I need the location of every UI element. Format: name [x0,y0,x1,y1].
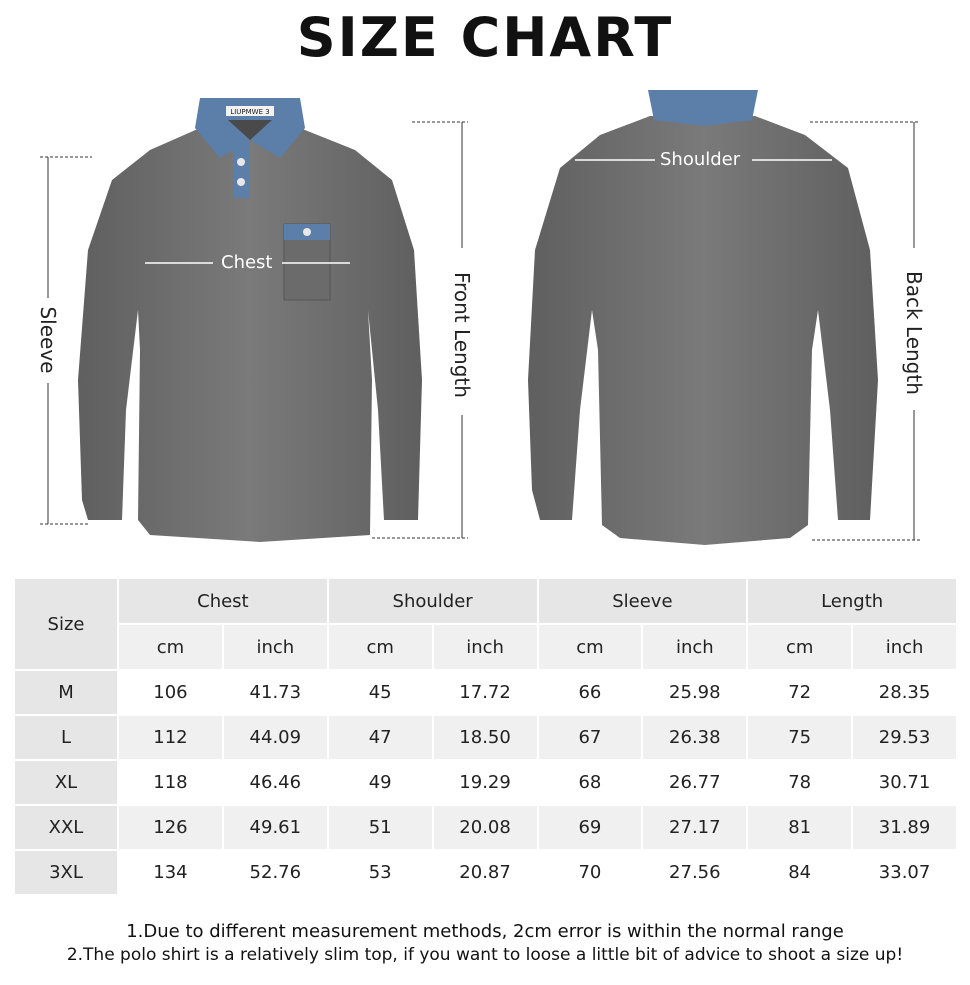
table-cell: 33.07 [852,850,957,895]
table-cell: 53 [328,850,433,895]
shirt-figure [0,80,970,560]
group-header-shoulder: Shoulder [328,578,538,624]
table-cell: 44.09 [223,715,328,760]
table-cell: 75 [747,715,852,760]
table-cell: 84 [747,850,852,895]
table-cell: 26.38 [642,715,747,760]
size-cell: M [14,670,118,715]
table-cell: 17.72 [433,670,538,715]
table-cell: 18.50 [433,715,538,760]
unit-header: inch [852,624,957,670]
note-2: 2.The polo shirt is a relatively slim top, if you want to loose a little bit of advice to shoot a size up! [66,945,904,965]
group-header-row [14,578,957,624]
table-cell: 49 [328,760,433,805]
table-cell: 41.73 [223,670,328,715]
table-cell: 66 [538,670,643,715]
button-icon [237,158,245,166]
brand-tag: LIUPMWE 3 [230,108,270,116]
chest-label: Chest [221,252,273,273]
table-cell: 25.98 [642,670,747,715]
table-cell: 19.29 [433,760,538,805]
unit-header-row [14,624,957,670]
table-row [14,670,957,715]
front-length-label: Front Length [450,272,474,398]
unit-header: inch [223,624,328,670]
table-cell: 72 [747,670,852,715]
table-cell: 118 [118,760,223,805]
table-cell: 67 [538,715,643,760]
table-cell: 51 [328,805,433,850]
table-row [14,850,957,895]
table-cell: 112 [118,715,223,760]
size-table [13,577,958,896]
back-length-label: Back Length [902,271,926,395]
shoulder-label: Shoulder [660,149,741,170]
table-cell: 78 [747,760,852,805]
table-cell: 20.87 [433,850,538,895]
table-cell: 28.35 [852,670,957,715]
back-collar [648,90,758,126]
shirt-illustration [0,80,970,560]
table-cell: 49.61 [223,805,328,850]
table-cell: 134 [118,850,223,895]
table-cell: 81 [747,805,852,850]
table-cell: 106 [118,670,223,715]
unit-header: inch [642,624,747,670]
placket [233,140,249,198]
front-shirt-body [78,128,422,542]
unit-header: cm [747,624,852,670]
table-cell: 20.08 [433,805,538,850]
table-cell: 29.53 [852,715,957,760]
unit-header: cm [328,624,433,670]
unit-header: inch [433,624,538,670]
table-cell: 30.71 [852,760,957,805]
size-header: Size [14,578,118,670]
front-shirt [78,98,422,542]
table-cell: 27.17 [642,805,747,850]
group-header-chest: Chest [118,578,328,624]
table-row [14,805,957,850]
size-cell: XL [14,760,118,805]
size-cell: L [14,715,118,760]
unit-header: cm [118,624,223,670]
table-row [14,760,957,805]
table-cell: 45 [328,670,433,715]
group-header-sleeve: Sleeve [538,578,748,624]
table-cell: 126 [118,805,223,850]
unit-header: cm [538,624,643,670]
table-cell: 69 [538,805,643,850]
table-cell: 31.89 [852,805,957,850]
table-cell: 52.76 [223,850,328,895]
page-title: SIZE CHART [296,6,674,69]
table-cell: 70 [538,850,643,895]
size-cell: 3XL [14,850,118,895]
table-cell: 46.46 [223,760,328,805]
table-row [14,715,957,760]
sleeve-label: Sleeve [36,306,60,374]
back-shirt-body [528,116,878,545]
table-cell: 26.77 [642,760,747,805]
table-cell: 47 [328,715,433,760]
table-cell: 68 [538,760,643,805]
size-cell: XXL [14,805,118,850]
button-icon [237,178,245,186]
note-1: 1.Due to different measurement methods, 2cm error is within the normal range [126,921,844,942]
group-header-length: Length [747,578,957,624]
table-cell: 27.56 [642,850,747,895]
